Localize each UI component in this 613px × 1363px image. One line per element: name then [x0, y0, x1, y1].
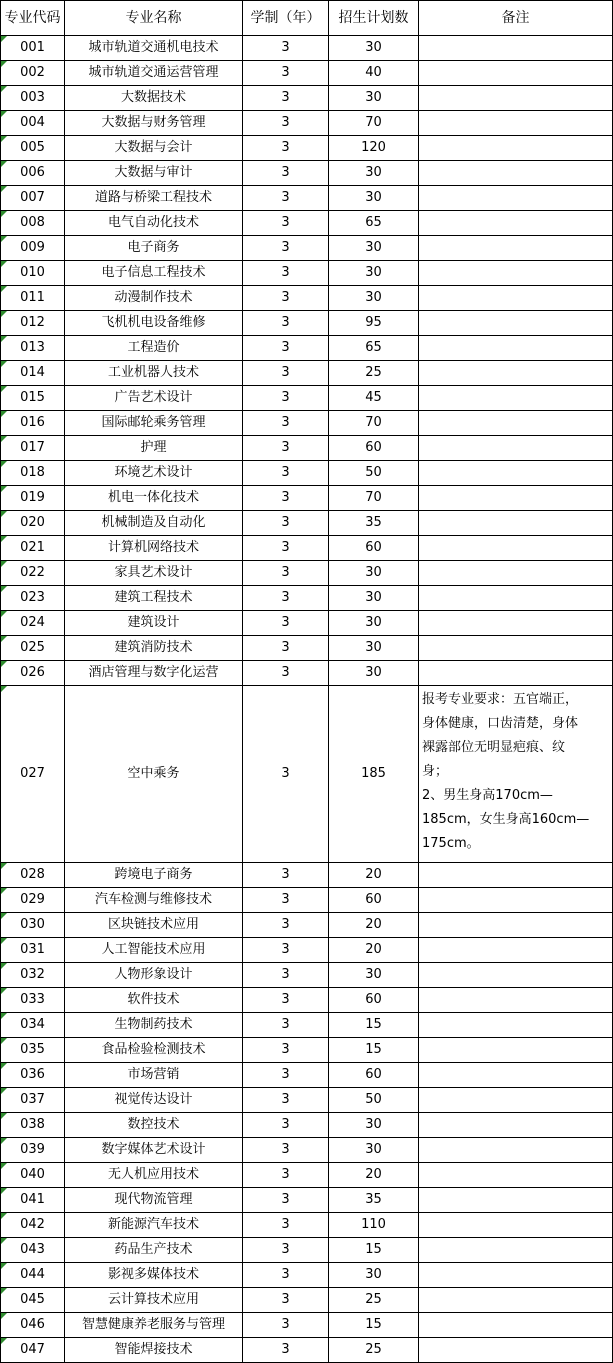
table-row [1, 286, 613, 311]
note-line: 175cm。 [422, 836, 480, 851]
table-row [1, 963, 613, 988]
cell-code: 038 [1, 1113, 65, 1138]
table-row [1, 1038, 613, 1063]
cell-plan-count: 30 [329, 186, 419, 211]
cell-plan-count: 30 [329, 661, 419, 686]
cell-major-name: 大数据与会计 [65, 136, 243, 161]
cell-major-name: 家具艺术设计 [65, 561, 243, 586]
table-header-row [1, 1, 613, 36]
cell-note [419, 336, 613, 361]
cell-plan-count: 60 [329, 436, 419, 461]
cell-note [419, 411, 613, 436]
cell-plan-count: 65 [329, 211, 419, 236]
table-row [1, 611, 613, 636]
cell-plan-count: 60 [329, 988, 419, 1013]
cell-note [419, 888, 613, 913]
cell-plan-count: 30 [329, 286, 419, 311]
cell-note [419, 1188, 613, 1213]
note-line: 裸露部位无明显疤痕、纹 [422, 740, 566, 755]
cell-major-name: 道路与桥梁工程技术 [65, 186, 243, 211]
cell-years: 3 [243, 1038, 329, 1063]
cell-note [419, 1263, 613, 1288]
cell-years: 3 [243, 461, 329, 486]
cell-plan-count: 30 [329, 561, 419, 586]
cell-years: 3 [243, 686, 329, 863]
cell-years: 3 [243, 386, 329, 411]
cell-note [419, 1013, 613, 1038]
cell-code: 039 [1, 1138, 65, 1163]
cell-plan-count: 95 [329, 311, 419, 336]
cell-code: 027 [1, 686, 65, 863]
cell-years: 3 [243, 186, 329, 211]
table-row [1, 536, 613, 561]
cell-major-name: 视觉传达设计 [65, 1088, 243, 1113]
table-row [1, 1138, 613, 1163]
cell-plan-count: 20 [329, 938, 419, 963]
cell-code: 011 [1, 286, 65, 311]
cell-major-name: 大数据技术 [65, 86, 243, 111]
cell-major-name: 药品生产技术 [65, 1238, 243, 1263]
cell-years: 3 [243, 1263, 329, 1288]
cell-code: 021 [1, 536, 65, 561]
cell-years: 3 [243, 661, 329, 686]
cell-years: 3 [243, 1163, 329, 1188]
cell-years: 3 [243, 1288, 329, 1313]
cell-years: 3 [243, 511, 329, 536]
table-row [1, 336, 613, 361]
cell-major-name: 人物形象设计 [65, 963, 243, 988]
table-row [1, 36, 613, 61]
cell-plan-count: 20 [329, 863, 419, 888]
cell-plan-count: 30 [329, 1263, 419, 1288]
cell-major-name: 电子商务 [65, 236, 243, 261]
table-row [1, 1188, 613, 1213]
cell-plan-count: 60 [329, 888, 419, 913]
cell-note [419, 1088, 613, 1113]
note-line: 2、男生身高170cm— [422, 788, 553, 803]
cell-code: 046 [1, 1313, 65, 1338]
cell-plan-count: 15 [329, 1313, 419, 1338]
cell-note [419, 963, 613, 988]
cell-years: 3 [243, 1213, 329, 1238]
table-row [1, 111, 613, 136]
cell-years: 3 [243, 963, 329, 988]
cell-code: 017 [1, 436, 65, 461]
cell-note [419, 586, 613, 611]
table-row [1, 913, 613, 938]
table-body [1, 36, 613, 1363]
cell-plan-count: 20 [329, 1163, 419, 1188]
cell-years: 3 [243, 1238, 329, 1263]
cell-code: 009 [1, 236, 65, 261]
table-row [1, 461, 613, 486]
cell-plan-count: 30 [329, 86, 419, 111]
table-row [1, 988, 613, 1013]
cell-code: 008 [1, 211, 65, 236]
cell-code: 006 [1, 161, 65, 186]
cell-code: 035 [1, 1038, 65, 1063]
cell-major-name: 汽车检测与维修技术 [65, 888, 243, 913]
table-row [1, 863, 613, 888]
cell-major-name: 工程造价 [65, 336, 243, 361]
cell-code: 010 [1, 261, 65, 286]
cell-major-name: 计算机网络技术 [65, 536, 243, 561]
table-row [1, 61, 613, 86]
cell-years: 3 [243, 486, 329, 511]
table-row [1, 888, 613, 913]
cell-plan-count: 70 [329, 486, 419, 511]
cell-plan-count: 60 [329, 1063, 419, 1088]
cell-plan-count: 185 [329, 686, 419, 863]
cell-major-name: 智能焊接技术 [65, 1338, 243, 1363]
cell-years: 3 [243, 1138, 329, 1163]
cell-plan-count: 30 [329, 36, 419, 61]
cell-code: 031 [1, 938, 65, 963]
cell-note [419, 486, 613, 511]
cell-major-name: 飞机机电设备维修 [65, 311, 243, 336]
cell-note [419, 361, 613, 386]
cell-years: 3 [243, 161, 329, 186]
table-row [1, 1163, 613, 1188]
table-row [1, 1088, 613, 1113]
header-code: 专业代码 [1, 1, 65, 36]
table-row [1, 1013, 613, 1038]
cell-years: 3 [243, 938, 329, 963]
cell-years: 3 [243, 311, 329, 336]
cell-major-name: 护理 [65, 436, 243, 461]
cell-note [419, 913, 613, 938]
cell-code: 028 [1, 863, 65, 888]
cell-note [419, 311, 613, 336]
cell-note [419, 636, 613, 661]
table-row [1, 161, 613, 186]
cell-years: 3 [243, 136, 329, 161]
cell-years: 3 [243, 863, 329, 888]
cell-major-name: 电子信息工程技术 [65, 261, 243, 286]
cell-years: 3 [243, 436, 329, 461]
cell-years: 3 [243, 1338, 329, 1363]
cell-major-name: 大数据与财务管理 [65, 111, 243, 136]
cell-note [419, 1313, 613, 1338]
cell-plan-count: 30 [329, 611, 419, 636]
cell-code: 014 [1, 361, 65, 386]
cell-note [419, 186, 613, 211]
cell-code: 015 [1, 386, 65, 411]
cell-note [419, 61, 613, 86]
cell-code: 013 [1, 336, 65, 361]
cell-note [419, 1213, 613, 1238]
cell-years: 3 [243, 913, 329, 938]
cell-major-name: 空中乘务 [65, 686, 243, 863]
cell-note [419, 511, 613, 536]
cell-code: 025 [1, 636, 65, 661]
cell-note [419, 1113, 613, 1138]
cell-years: 3 [243, 1188, 329, 1213]
note-line: 身体健康，口齿清楚，身体 [422, 716, 579, 731]
cell-major-name: 市场营销 [65, 1063, 243, 1088]
table-row [1, 1238, 613, 1263]
cell-note [419, 136, 613, 161]
cell-major-name: 跨境电子商务 [65, 863, 243, 888]
cell-plan-count: 25 [329, 361, 419, 386]
cell-code: 002 [1, 61, 65, 86]
cell-plan-count: 30 [329, 636, 419, 661]
table-row [1, 261, 613, 286]
cell-note [419, 1138, 613, 1163]
table-row [1, 661, 613, 686]
cell-plan-count: 30 [329, 586, 419, 611]
cell-major-name: 数字媒体艺术设计 [65, 1138, 243, 1163]
cell-plan-count: 30 [329, 1138, 419, 1163]
cell-note [419, 86, 613, 111]
cell-plan-count: 30 [329, 261, 419, 286]
table-row [1, 1263, 613, 1288]
cell-major-name: 无人机应用技术 [65, 1163, 243, 1188]
cell-major-name: 动漫制作技术 [65, 286, 243, 311]
cell-code: 001 [1, 36, 65, 61]
table-row [1, 411, 613, 436]
table-row [1, 386, 613, 411]
cell-years: 3 [243, 586, 329, 611]
cell-code: 016 [1, 411, 65, 436]
note-line: 报考专业要求：五官端正， [422, 692, 579, 707]
cell-code: 020 [1, 511, 65, 536]
note-line: 身； [422, 764, 449, 779]
cell-code: 042 [1, 1213, 65, 1238]
cell-major-name: 建筑消防技术 [65, 636, 243, 661]
cell-major-name: 城市轨道交通运营管理 [65, 61, 243, 86]
cell-plan-count: 30 [329, 236, 419, 261]
cell-code: 003 [1, 86, 65, 111]
cell-major-name: 国际邮轮乘务管理 [65, 411, 243, 436]
table-row [1, 1338, 613, 1363]
cell-major-name: 新能源汽车技术 [65, 1213, 243, 1238]
cell-years: 3 [243, 611, 329, 636]
table-row [1, 1063, 613, 1088]
cell-note [419, 938, 613, 963]
cell-note [419, 461, 613, 486]
cell-plan-count: 25 [329, 1338, 419, 1363]
cell-note [419, 988, 613, 1013]
cell-plan-count: 30 [329, 161, 419, 186]
cell-note [419, 1163, 613, 1188]
cell-major-name: 区块链技术应用 [65, 913, 243, 938]
cell-code: 033 [1, 988, 65, 1013]
cell-major-name: 广告艺术设计 [65, 386, 243, 411]
cell-code: 043 [1, 1238, 65, 1263]
cell-years: 3 [243, 211, 329, 236]
cell-years: 3 [243, 636, 329, 661]
cell-plan-count: 35 [329, 511, 419, 536]
table-row [1, 1313, 613, 1338]
cell-years: 3 [243, 86, 329, 111]
table-row [1, 586, 613, 611]
cell-major-name: 数控技术 [65, 1113, 243, 1138]
table-row [1, 1113, 613, 1138]
cell-years: 3 [243, 236, 329, 261]
cell-plan-count: 110 [329, 1213, 419, 1238]
cell-plan-count: 65 [329, 336, 419, 361]
cell-years: 3 [243, 988, 329, 1013]
table-row [1, 86, 613, 111]
table-row [1, 186, 613, 211]
header-note: 备注 [419, 1, 613, 36]
cell-code: 036 [1, 1063, 65, 1088]
cell-years: 3 [243, 536, 329, 561]
table-row [1, 136, 613, 161]
cell-major-name: 智慧健康养老服务与管理 [65, 1313, 243, 1338]
cell-major-name: 人工智能技术应用 [65, 938, 243, 963]
cell-plan-count: 30 [329, 1113, 419, 1138]
cell-note [419, 111, 613, 136]
cell-code: 012 [1, 311, 65, 336]
cell-plan-count: 50 [329, 461, 419, 486]
cell-plan-count: 45 [329, 386, 419, 411]
cell-major-name: 现代物流管理 [65, 1188, 243, 1213]
cell-years: 3 [243, 1313, 329, 1338]
cell-code: 040 [1, 1163, 65, 1188]
cell-major-name: 城市轨道交通机电技术 [65, 36, 243, 61]
cell-plan-count: 60 [329, 536, 419, 561]
cell-code: 026 [1, 661, 65, 686]
cell-plan-count: 70 [329, 411, 419, 436]
cell-code: 004 [1, 111, 65, 136]
cell-note [419, 1038, 613, 1063]
cell-code: 029 [1, 888, 65, 913]
cell-major-name: 软件技术 [65, 988, 243, 1013]
cell-major-name: 建筑工程技术 [65, 586, 243, 611]
cell-code: 019 [1, 486, 65, 511]
cell-plan-count: 35 [329, 1188, 419, 1213]
cell-note [419, 661, 613, 686]
cell-code: 045 [1, 1288, 65, 1313]
cell-years: 3 [243, 336, 329, 361]
cell-note [419, 211, 613, 236]
cell-code: 007 [1, 186, 65, 211]
cell-major-name: 生物制药技术 [65, 1013, 243, 1038]
cell-note [419, 1063, 613, 1088]
cell-note [419, 261, 613, 286]
cell-major-name: 大数据与审计 [65, 161, 243, 186]
cell-years: 3 [243, 36, 329, 61]
cell-plan-count: 120 [329, 136, 419, 161]
table-row [1, 361, 613, 386]
cell-code: 044 [1, 1263, 65, 1288]
cell-note [419, 1338, 613, 1363]
cell-plan-count: 15 [329, 1013, 419, 1038]
cell-major-name: 影视多媒体技术 [65, 1263, 243, 1288]
cell-major-name: 食品检验检测技术 [65, 1038, 243, 1063]
table-row [1, 938, 613, 963]
cell-code: 023 [1, 586, 65, 611]
table-row [1, 486, 613, 511]
cell-note [419, 611, 613, 636]
cell-major-name: 云计算技术应用 [65, 1288, 243, 1313]
cell-code: 005 [1, 136, 65, 161]
cell-note [419, 161, 613, 186]
cell-years: 3 [243, 1013, 329, 1038]
cell-note [419, 236, 613, 261]
cell-years: 3 [243, 411, 329, 436]
note-line: 185cm，女生身高160cm— [422, 812, 590, 827]
cell-code: 022 [1, 561, 65, 586]
table-row [1, 511, 613, 536]
cell-plan-count: 70 [329, 111, 419, 136]
cell-code: 037 [1, 1088, 65, 1113]
cell-major-name: 酒店管理与数字化运营 [65, 661, 243, 686]
table-row [1, 686, 613, 863]
cell-years: 3 [243, 361, 329, 386]
table-row [1, 436, 613, 461]
cell-years: 3 [243, 111, 329, 136]
cell-major-name: 工业机器人技术 [65, 361, 243, 386]
cell-plan-count: 20 [329, 913, 419, 938]
table-row [1, 1213, 613, 1238]
table-row [1, 311, 613, 336]
cell-years: 3 [243, 61, 329, 86]
cell-years: 3 [243, 888, 329, 913]
cell-years: 3 [243, 1063, 329, 1088]
cell-note [419, 686, 613, 863]
cell-note [419, 36, 613, 61]
cell-note [419, 1238, 613, 1263]
cell-plan-count: 15 [329, 1038, 419, 1063]
cell-years: 3 [243, 286, 329, 311]
cell-note [419, 286, 613, 311]
header-years: 学制（年） [243, 1, 329, 36]
cell-note [419, 863, 613, 888]
header-plan: 招生计划数 [329, 1, 419, 36]
cell-code: 018 [1, 461, 65, 486]
cell-major-name: 建筑设计 [65, 611, 243, 636]
table-row [1, 636, 613, 661]
table-row [1, 236, 613, 261]
cell-note [419, 1288, 613, 1313]
cell-plan-count: 15 [329, 1238, 419, 1263]
cell-code: 032 [1, 963, 65, 988]
cell-plan-count: 30 [329, 963, 419, 988]
cell-major-name: 环境艺术设计 [65, 461, 243, 486]
header-name: 专业名称 [65, 1, 243, 36]
cell-major-name: 电气自动化技术 [65, 211, 243, 236]
cell-years: 3 [243, 1113, 329, 1138]
cell-note [419, 436, 613, 461]
cell-years: 3 [243, 261, 329, 286]
cell-code: 034 [1, 1013, 65, 1038]
cell-code: 041 [1, 1188, 65, 1213]
cell-major-name: 机械制造及自动化 [65, 511, 243, 536]
cell-major-name: 机电一体化技术 [65, 486, 243, 511]
cell-note [419, 561, 613, 586]
cell-note [419, 386, 613, 411]
cell-years: 3 [243, 1088, 329, 1113]
cell-plan-count: 25 [329, 1288, 419, 1313]
table-row [1, 1288, 613, 1313]
table-row [1, 211, 613, 236]
cell-note [419, 536, 613, 561]
cell-code: 047 [1, 1338, 65, 1363]
cell-code: 030 [1, 913, 65, 938]
table-row [1, 561, 613, 586]
cell-years: 3 [243, 561, 329, 586]
cell-plan-count: 40 [329, 61, 419, 86]
cell-code: 024 [1, 611, 65, 636]
cell-plan-count: 50 [329, 1088, 419, 1113]
